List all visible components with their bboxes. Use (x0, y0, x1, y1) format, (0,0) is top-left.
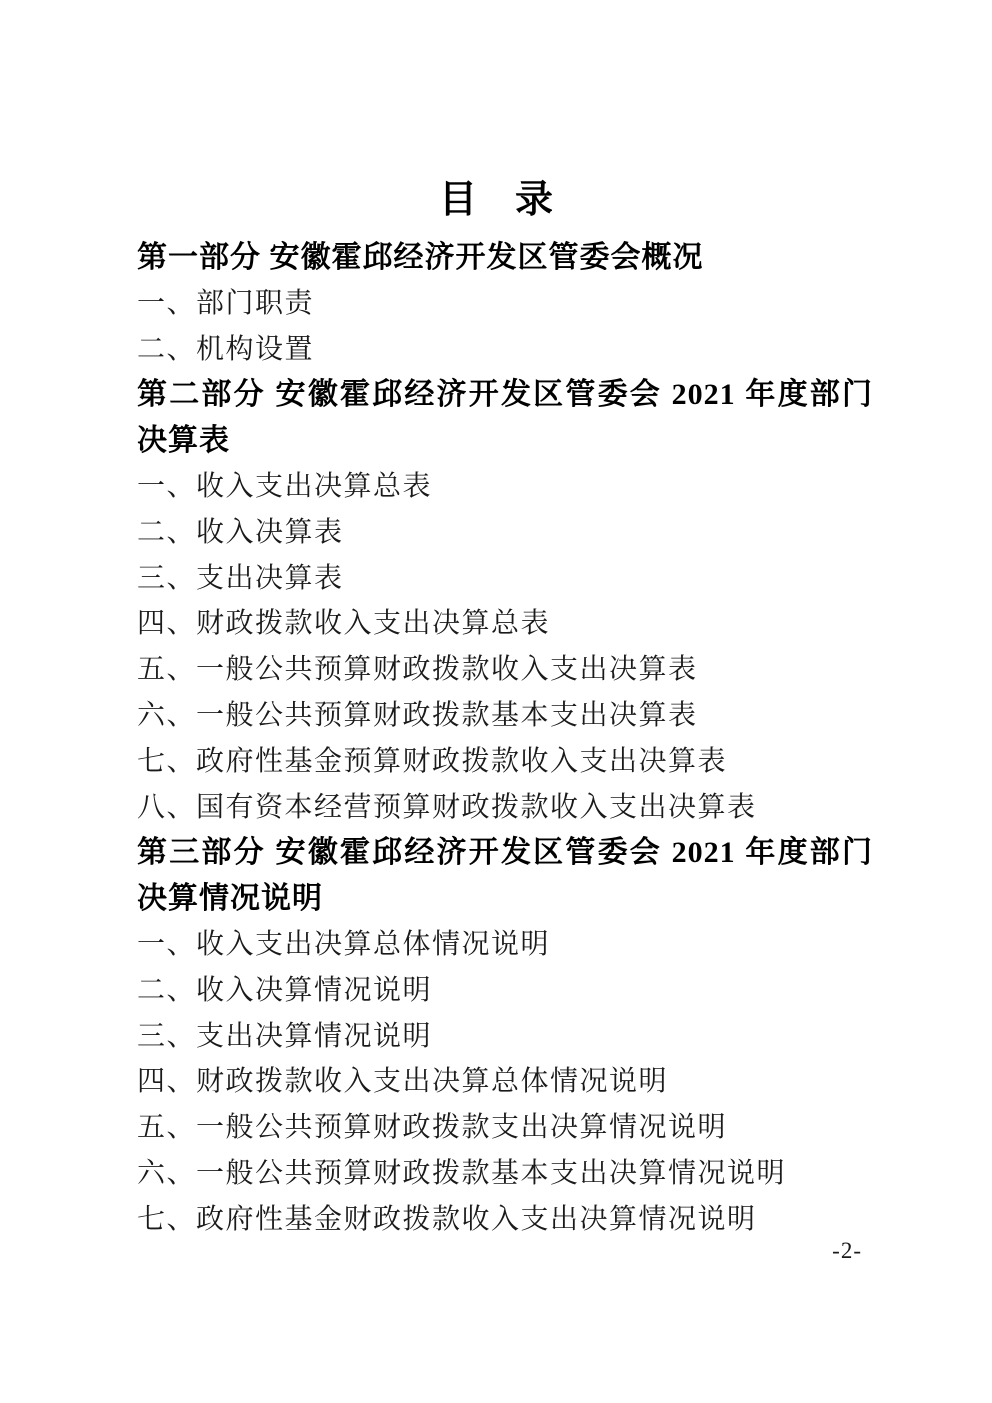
page-number: -2- (832, 1238, 862, 1263)
toc-item: 二、收入决算情况说明 (137, 974, 433, 1006)
toc-item: 三、支出决算情况说明 (137, 1020, 433, 1052)
toc-item: 一、部门职责 (137, 287, 315, 319)
toc-section-3-heading: 第三部分 安徽霍邱经济开发区管委会 2021 年度部门决算情况说明 (137, 836, 873, 916)
toc-item: 二、收入决算表 (137, 516, 344, 548)
toc-item: 一、收入支出决算总体情况说明 (137, 928, 551, 960)
toc-item: 一、收入支出决算总表 (137, 470, 433, 502)
toc-item: 五、一般公共预算财政拨款收入支出决算表 (137, 654, 698, 686)
toc-item: 五、一般公共预算财政拨款支出决算情况说明 (137, 1112, 728, 1144)
toc-item: 二、机构设置 (137, 333, 315, 365)
toc-item: 三、支出决算表 (137, 562, 344, 594)
toc-item: 七、政府性基金预算财政拨款收入支出决算表 (137, 745, 728, 777)
toc-section-2-heading: 第二部分 安徽霍邱经济开发区管委会 2021 年度部门决算表 (137, 378, 873, 458)
toc-item: 四、财政拨款收入支出决算总表 (137, 608, 551, 640)
page-title: 目 录 (438, 179, 553, 221)
toc-section-1-heading: 第一部分 安徽霍邱经济开发区管委会概况 (137, 241, 704, 274)
table-of-contents (137, 235, 873, 1243)
toc-item: 六、一般公共预算财政拨款基本支出决算情况说明 (137, 1157, 787, 1189)
toc-item: 七、政府性基金财政拨款收入支出决算情况说明 (137, 1203, 757, 1235)
toc-item: 四、财政拨款收入支出决算总体情况说明 (137, 1066, 669, 1098)
toc-item: 八、国有资本经营预算财政拨款收入支出决算表 (137, 791, 757, 823)
toc-item: 六、一般公共预算财政拨款基本支出决算表 (137, 699, 698, 731)
